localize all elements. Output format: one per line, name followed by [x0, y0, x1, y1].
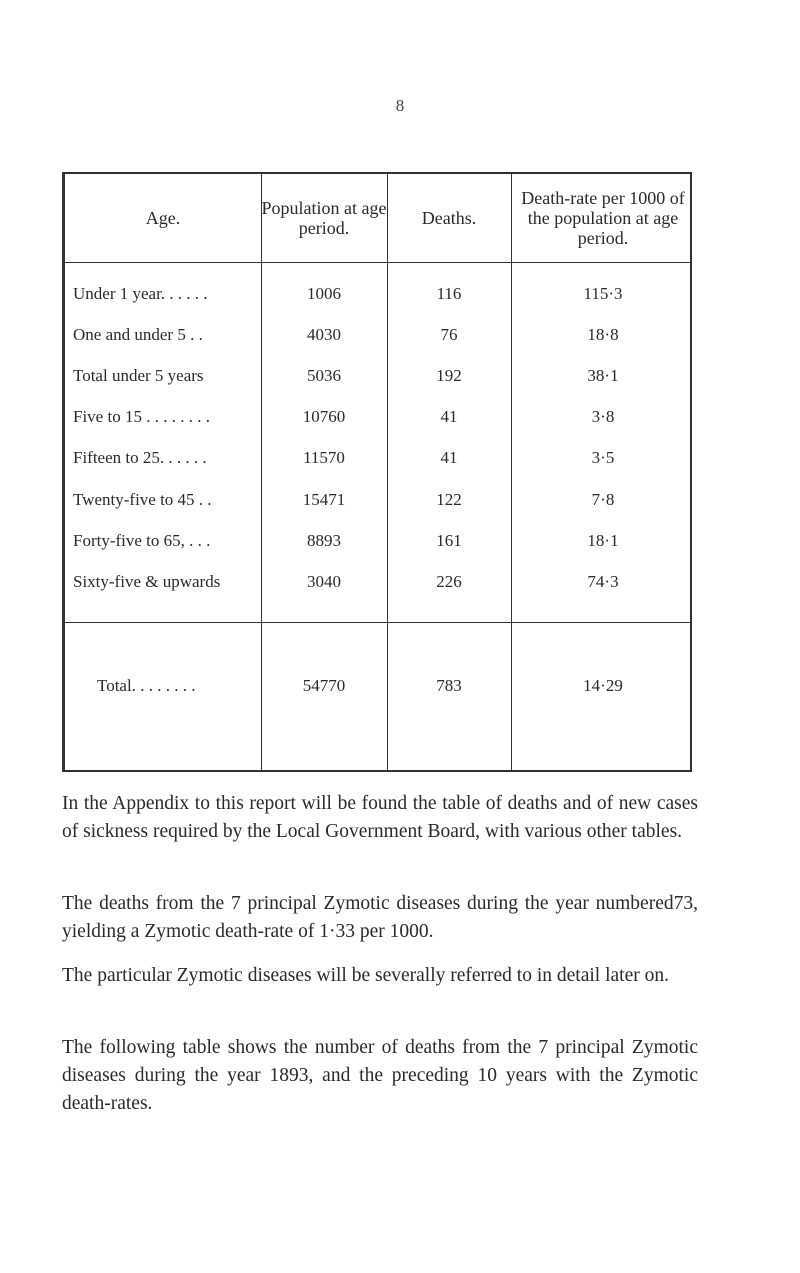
row-deaths: 122: [436, 490, 462, 509]
mortality-table: [62, 172, 692, 772]
row-age-label: Forty-five to 65, . . .: [73, 531, 211, 550]
row-deaths: 226: [436, 572, 462, 591]
page-number: 8: [395, 96, 405, 115]
row-population: 1006: [307, 284, 341, 303]
header-death-rate: Death-rate per 1000 of the population at age period.: [521, 188, 685, 248]
row-age-label: Total under 5 years: [73, 366, 204, 385]
row-death-rate: 74·3: [587, 572, 619, 591]
header-deaths: Deaths.: [421, 208, 477, 228]
row-age-label: Twenty-five to 45 . .: [73, 490, 212, 509]
total-population: 54770: [302, 676, 346, 695]
row-age-label: Five to 15 . . . . . . . .: [73, 407, 210, 426]
paragraph-appendix: In the Appendix to this report will be found the table of deaths and of new cases of sickness required by the Local Government Board, with various other tables.: [62, 793, 698, 842]
row-age-label: Fifteen to 25. . . . . .: [73, 448, 207, 467]
total-deaths: 783: [436, 676, 462, 695]
paragraph-zymotic-deaths: The deaths from the 7 principal Zymotic diseases during the year numbered73, yielding a Zymotic death-rate of 1·33 per 1000.: [62, 893, 698, 942]
row-death-rate: 7·8: [591, 490, 615, 509]
row-deaths: 192: [436, 366, 462, 385]
row-population: 10760: [302, 407, 346, 426]
row-death-rate: 38·1: [587, 366, 619, 385]
row-population: 8893: [307, 531, 341, 550]
row-deaths: 41: [440, 448, 458, 467]
row-population: 15471: [302, 490, 346, 509]
row-population: 3040: [307, 572, 341, 591]
total-death-rate: 14·29: [583, 676, 623, 695]
paragraph-zymotic-detail: The particular Zymotic diseases will be severally referred to in detail later on.: [62, 965, 669, 986]
total-label: Total. . . . . . . .: [97, 676, 196, 695]
row-population: 4030: [307, 325, 341, 344]
row-age-label: Under 1 year. . . . . .: [73, 284, 208, 303]
row-deaths: 76: [440, 325, 458, 344]
header-population: Population at age period.: [261, 198, 387, 238]
row-death-rate: 3·5: [591, 448, 615, 467]
row-death-rate: 3·8: [591, 407, 615, 426]
row-age-label: Sixty-five & upwards: [73, 572, 221, 591]
total-rule: [65, 622, 690, 623]
row-death-rate: 18·1: [587, 531, 619, 550]
row-deaths: 116: [436, 284, 462, 303]
row-death-rate: 18·8: [587, 325, 619, 344]
paragraph-following-table: The following table shows the number of deaths from the 7 principal Zymotic diseases during the year 1893, and the preceding 10 years with the Zymotic death-rates.: [62, 1037, 698, 1114]
row-death-rate: 115·3: [583, 284, 623, 303]
row-population: 5036: [307, 366, 341, 385]
row-age-label: One and under 5 . .: [73, 325, 203, 344]
row-population: 11570: [303, 448, 345, 467]
row-deaths: 41: [440, 407, 458, 426]
header-age: Age.: [145, 208, 181, 228]
row-deaths: 161: [436, 531, 462, 550]
header-rule: [65, 262, 690, 263]
